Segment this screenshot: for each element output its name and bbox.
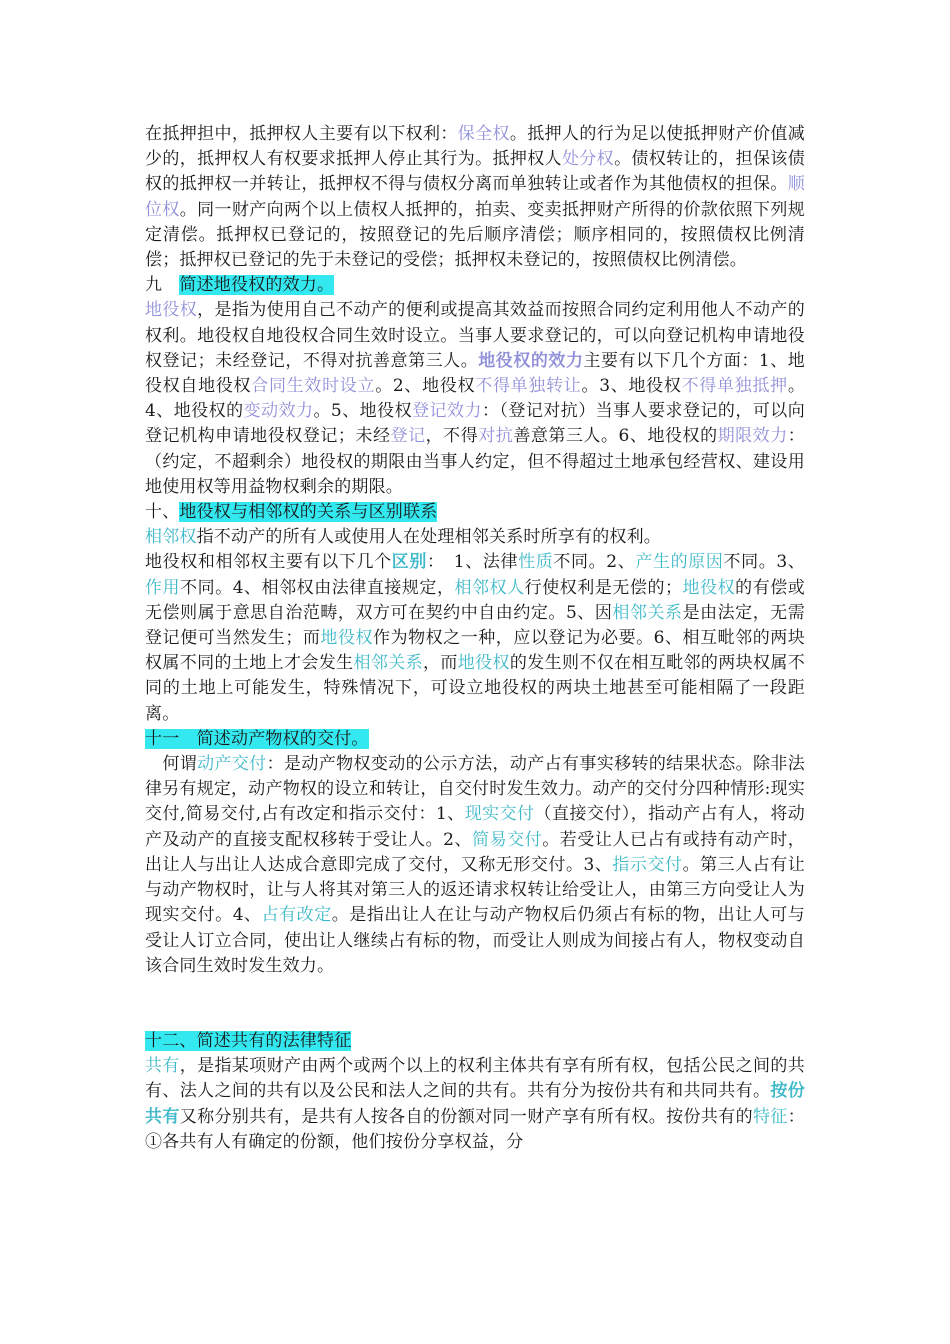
section-title: 简述地役权的效力。 (179, 275, 335, 296)
text: 。5、地役权 (313, 401, 413, 422)
text: （直接交付），指动产占有人，将动产及动产的直接支配权移转于受让人。2、 (145, 804, 805, 850)
keyword: 合同生效时设立 (251, 376, 376, 397)
keyword-bold: 按份共有 (145, 1081, 805, 1127)
text: 在抵押担中，抵押权人主要有以下权利： (145, 124, 458, 144)
keyword-disposal-right: 处分权 (561, 149, 615, 170)
text: 又称分别共有，是共有人按各自的份额对同一财产享有所有权。按份共有的 (179, 1106, 754, 1127)
text: ，不得 (425, 426, 479, 447)
section-10-definition (145, 525, 805, 550)
section-11-heading (145, 727, 805, 752)
section-title (145, 729, 369, 749)
keyword: 相邻权 (145, 527, 197, 548)
section-number: 十、 (145, 502, 180, 523)
keyword: 对抗 (478, 426, 514, 447)
keyword: 登记效力 (412, 401, 482, 422)
keyword: 地役权 (320, 628, 374, 649)
section-number: 十一 (145, 728, 180, 749)
keyword: 地役权 (457, 653, 510, 674)
keyword: 变动效力 (243, 401, 314, 422)
section-number: 九 (145, 275, 180, 296)
text: 主要有以下几个方面：1、地役权自地役权 (145, 350, 805, 397)
text: 的有偿或无偿则属于意思自治范畴，双方可在契约中自由约定。5、因 (145, 577, 805, 623)
text: 是由法定，无需登记便可当然发生；而 (145, 602, 805, 649)
section-11-body (145, 752, 805, 979)
section-10-body (145, 550, 805, 726)
keyword: 指示交付 (612, 854, 683, 875)
keyword: 产生的原因 (635, 552, 724, 573)
text: 。债权转让的，担保该债权的抵押权一并转让，抵押权不得与债权分离而单独转让或者作为其他债权的担保。 (145, 149, 805, 195)
text: 。第三人占有让与动产物权时，让与人将其对第三人的返还请求权转让给受让人，由第三方向受让人为现实交付。4、 (145, 854, 805, 926)
text: 的发生则不仅在相互毗邻的两块权属不同的土地上可能发生，特殊情况下，可设立地役权的两块土地甚至可能相隔了一段距离。 (145, 653, 805, 724)
text: ：（约定，不超剩余）地役权的期限由当事人约定，但不得超过土地承包经营权、建设用地使用权等用益物权剩余的期限。 (145, 426, 805, 497)
section-9-heading (145, 273, 805, 298)
text: ：（登记对抗）当事人要求登记的，可以向登记机构申请地役权登记；未经 (145, 401, 805, 447)
keyword: 相邻关系 (353, 653, 423, 674)
text: ： 1、法律 (427, 552, 519, 573)
keyword-preservation-right: 保全权 (457, 124, 510, 144)
text: 行使权利是无偿的； (524, 577, 683, 598)
section-10-heading (145, 500, 805, 525)
text: 善意第三人。6、地役权的 (513, 426, 718, 447)
section-title: 地役权与相邻权的关系与区别联系 (179, 502, 438, 523)
keyword: 作用 (145, 577, 181, 598)
text: ，是指某项财产由两个或两个以上的权利主体共有享有所有权，包括公民之间的共有、法人之间的共有以及公民和法人之间的共有。共有分为按份共有和共同共有。 (145, 1056, 805, 1102)
keyword: 动产交付 (197, 754, 267, 775)
text: 。2、地役权 (375, 376, 476, 397)
text: 。3、地役权 (581, 376, 682, 397)
keyword: 性质 (518, 552, 554, 573)
keyword: 登记 (390, 426, 426, 447)
section-12-body (145, 1054, 805, 1155)
text: 指不动产的所有人或使用人在处理相邻关系时所享有的权利。 (196, 527, 662, 548)
text: ，是指为使用自己不动产的便利或提高其效益而按照合同约定利用他人不动产的权利。地役权自地役权合同生效时设立。当事人要求登记的，可以向登记机构申请地役权登记；未经登记，不得对抗善意第三人。 (145, 300, 805, 371)
text: 。是指出让人在让与动产物权后仍须占有标的物，出让人可与受让人订立合同，使出让人继续占有标的物，而受让人则成为间接占有人，物权变动自该合同生效时发生效力。 (145, 905, 805, 976)
document-page (145, 122, 805, 1155)
section-title (145, 1031, 351, 1051)
keyword: 不得单独抵押 (681, 376, 788, 397)
keyword: 简易交付 (472, 829, 543, 850)
keyword: 期限效力 (717, 426, 788, 447)
text: 不同。4、相邻权由法律直接规定， (180, 577, 455, 598)
section-12-heading (145, 1029, 805, 1054)
text: ，而 (422, 653, 458, 674)
keyword: 不得单独转让 (475, 376, 582, 397)
text: 作为物权之一种，应以登记为必要。6、相互毗邻的两块权属不同的土地上才会发生 (145, 628, 805, 674)
keyword: 地役权 (145, 300, 198, 321)
keyword: 特征 (753, 1106, 788, 1127)
keyword: 相邻关系 (612, 602, 683, 623)
text: 。若受让人已占有或持有动产时，出让人与出让人达成合意即完成了交付，又称无形交付。3、 (145, 829, 806, 875)
text: ：①各共有人有确定的份额，他们按份分享权益，分 (145, 1106, 805, 1152)
text: 不同。2、 (553, 552, 636, 573)
text: ：是动产物权变动的公示方法，动产占有事实移转的结果状态。除非法律另有规定，动产物权的设立和转让，自交付时发生效力。动产的交付分四种情形:现实交付,简易交付,占有改定和指示交付：1、 (145, 754, 805, 825)
section-number: 十二、 (145, 1030, 197, 1051)
keyword: 地役权 (682, 577, 736, 598)
text: 。抵押人的行为足以使抵押财产价值减少的，抵押权人有权要求抵押人停止其行为。抵押权人 (145, 124, 805, 170)
keyword-bold: 地役权的效力 (478, 350, 584, 371)
text: 。4、地役权的 (145, 376, 806, 422)
pledge-rights-paragraph (145, 122, 805, 273)
text: 地役权和相邻权主要有以下几个 (145, 552, 392, 573)
text: 何谓 (145, 754, 198, 775)
section-9-body (145, 298, 805, 500)
text: 。同一财产向两个以上债权人抵押的，拍卖、变卖抵押财产所得的价款依照下列规定清偿。抵押权已登记的，按照登记的先后顺序清偿；顺序相同的，按照债权比例清偿；抵押权已登记的先于未登记的受偿；抵押权未登记的，按照债权比例清偿。 (145, 199, 805, 271)
keyword: 现实交付 (464, 804, 535, 825)
keyword-bold: 区别 (391, 552, 428, 573)
text: 不同。3、 (723, 552, 805, 573)
section-title-text: 简述共有的法律特征 (196, 1030, 352, 1051)
keyword-priority-right: 顺位权 (145, 174, 805, 220)
keyword: 占有改定 (261, 905, 332, 926)
blank-spacer (145, 979, 805, 1029)
keyword: 共有 (145, 1056, 180, 1077)
section-title-text: 简述动产物权的交付。 (179, 728, 369, 749)
keyword: 相邻权人 (454, 577, 525, 598)
